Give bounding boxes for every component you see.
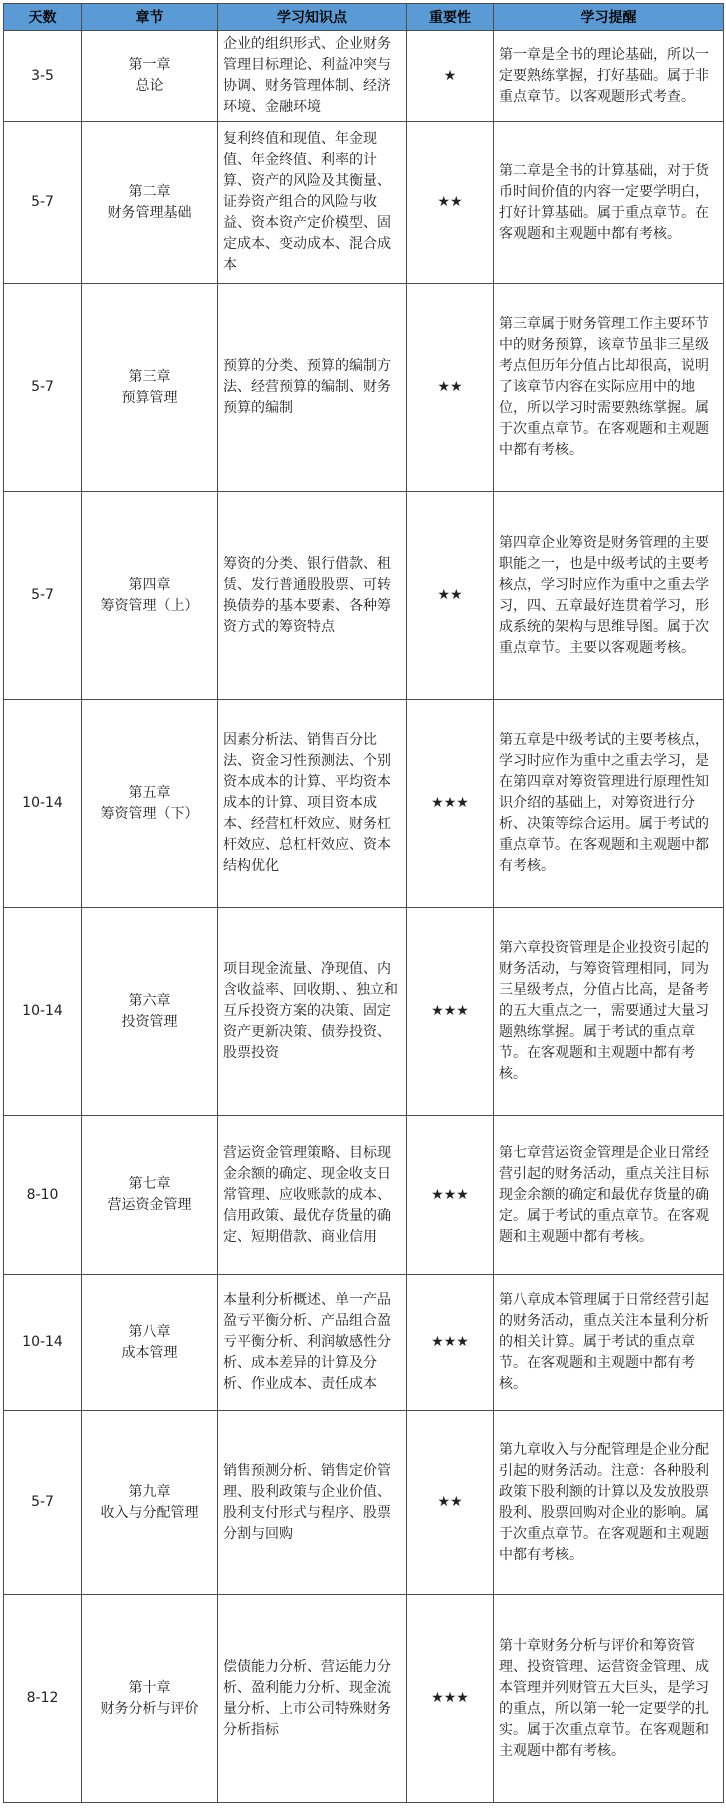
chapter-number: 第四章	[128, 576, 171, 593]
days-cell: 5-7	[4, 284, 82, 492]
chapter-name: 收入与分配管理	[100, 1504, 199, 1521]
chapter-cell	[82, 908, 218, 1116]
chapter-cell	[82, 122, 218, 284]
tips-cell: 第五章是中级考试的主要考核点，学习时应作为重中之重去学习，是在第四章对筹资管理进行原理性知识介绍的基础上，对筹资进行分析、决策等综合运用。属于考试的重点章节。在客观题和主观题中都有考核。	[494, 700, 724, 908]
importance-stars: ★★★	[407, 908, 494, 1116]
chapter-cell	[82, 31, 218, 122]
chapter-number: 第二章	[128, 183, 171, 200]
table-row	[4, 1595, 724, 1803]
chapter-number: 第五章	[128, 784, 171, 801]
chapter-number: 第八章	[128, 1323, 171, 1340]
points-cell: 企业的组织形式、企业财务管理目标理论、利益冲突与协调、财务管理体制、经济环境、金融环境	[218, 31, 407, 122]
tips-cell: 第十章财务分析与评价和筹资管理、投资管理、运营资金管理、成本管理并列财管五大巨头，是学习的重点，所以第一轮一定要学的扎实。属于次重点章节。在客观题和主观题中都有考核。	[494, 1595, 724, 1803]
tips-cell: 第四章企业筹资是财务管理的主要职能之一，也是中级考试的主要考核点，学习时应作为重中之重去学习，四、五章最好连贯着学习，形成系统的架构与思维导图。属于次重点章节。主要以客观题考核。	[494, 492, 724, 700]
days-cell: 3-5	[4, 31, 82, 122]
table-row	[4, 31, 724, 122]
chapter-number: 第三章	[128, 368, 171, 385]
importance-stars: ★★★	[407, 700, 494, 908]
table-row	[4, 1275, 724, 1411]
chapter-name: 投资管理	[121, 1013, 178, 1030]
table-row	[4, 284, 724, 492]
chapter-number: 第九章	[128, 1483, 171, 1500]
points-cell: 因素分析法、销售百分比法、资金习性预测法、个别资本成本的计算、平均资本成本的计算、项目资本成本、经营杠杆效应、财务杠杆效应、总杠杆效应、资本结构优化	[218, 700, 407, 908]
header-points: 学习知识点	[218, 4, 407, 31]
table-row	[4, 122, 724, 284]
tips-cell: 第七章营运资金管理是企业日常经营引起的财务活动，重点关注目标现金余额的确定和最优存货量的确定。属于考试的重点章节。在客观题和主观题中都有考核。	[494, 1116, 724, 1275]
points-cell: 筹资的分类、银行借款、租赁、发行普通股股票、可转换债券的基本要素、各种筹资方式的筹资特点	[218, 492, 407, 700]
days-cell: 10-14	[4, 1275, 82, 1411]
chapter-name: 营运资金管理	[107, 1197, 192, 1213]
points-cell: 项目现金流量、净现值、内含收益率、回收期、、独立和互斥投资方案的决策、固定资产更新决策、债券投资、股票投资	[218, 908, 407, 1116]
importance-stars: ★★★	[407, 1275, 494, 1411]
tips-cell: 第八章成本管理属于日常经营引起的财务活动，重点关注本量利分析的相关计算。属于考试的重点章节。在客观题和主观题中都有考核。	[494, 1275, 724, 1411]
chapter-name: 成本管理	[121, 1344, 178, 1361]
chapter-number: 第一章	[128, 57, 171, 73]
points-cell: 预算的分类、预算的编制方法、经营预算的编制、财务预算的编制	[218, 284, 407, 492]
header-tips: 学习提醒	[494, 4, 724, 31]
chapter-cell	[82, 492, 218, 700]
study-plan-table	[3, 3, 724, 1803]
chapter-number: 第六章	[128, 992, 171, 1009]
chapter-name: 总论	[135, 78, 164, 94]
header-row	[4, 4, 724, 31]
importance-stars: ★★★	[407, 1116, 494, 1275]
table-row	[4, 908, 724, 1116]
chapter-cell	[82, 1595, 218, 1803]
table-row	[4, 1116, 724, 1275]
points-cell: 复利终值和现值、年金现值、年金终值、利率的计算、资产的风险及其衡量、证券资产组合的风险与收益、资本资产定价模型、固定成本、变动成本、混合成本	[218, 122, 407, 284]
days-cell: 5-7	[4, 1411, 82, 1595]
chapter-name: 筹资管理（下）	[100, 805, 199, 822]
importance-stars: ★★★	[407, 1595, 494, 1803]
chapter-name: 筹资管理（上）	[100, 597, 199, 614]
days-cell: 5-7	[4, 492, 82, 700]
points-cell: 本量利分析概述、单一产品盈亏平衡分析、产品组合盈亏平衡分析、利润敏感性分析、成本差异的计算及分析、作业成本、责任成本	[218, 1275, 407, 1411]
points-cell: 偿债能力分析、营运能力分析、盈利能力分析、现金流量分析、上市公司特殊财务分析指标	[218, 1595, 407, 1803]
chapter-name: 财务管理基础	[107, 204, 192, 221]
tips-cell: 第一章是全书的理论基础，所以一定要熟练掌握，打好基础。属于非重点章节。以客观题形式考查。	[494, 31, 724, 122]
days-cell: 10-14	[4, 908, 82, 1116]
importance-stars: ★★	[407, 492, 494, 700]
days-cell: 10-14	[4, 700, 82, 908]
importance-stars: ★	[407, 31, 494, 122]
points-cell: 销售预测分析、销售定价管理、股利政策与企业价值、股利支付形式与程序、股票分割与回购	[218, 1411, 407, 1595]
header-chapter: 章节	[82, 4, 218, 31]
days-cell: 8-10	[4, 1116, 82, 1275]
chapter-name: 预算管理	[121, 389, 178, 406]
importance-stars: ★★	[407, 284, 494, 492]
points-cell: 营运资金管理策略、目标现金余额的确定、现金收支日常管理、应收账款的成本、信用政策、最优存货量的确定、短期借款、商业信用	[218, 1116, 407, 1275]
tips-cell: 第六章投资管理是企业投资引起的财务活动，与筹资管理相同，同为三星级考点，分值占比高，是备考的五大重点之一，需要通过大量习题熟练掌握。属于考试的重点章节。在客观题和主观题中都有考核。	[494, 908, 724, 1116]
tips-cell: 第三章属于财务管理工作主要环节中的财务预算，该章节虽非三星级考点但历年分值占比却很高，说明了该章节内容在实际应用中的地位，所以学习时需要熟练掌握。属于次重点章节。在客观题和主观题中都有考核。	[494, 284, 724, 492]
days-cell: 8-12	[4, 1595, 82, 1803]
header-days: 天数	[4, 4, 82, 31]
chapter-name: 财务分析与评价	[100, 1700, 199, 1717]
table-row	[4, 492, 724, 700]
chapter-cell	[82, 1275, 218, 1411]
chapter-cell	[82, 1411, 218, 1595]
chapter-cell	[82, 1116, 218, 1275]
tips-cell: 第二章是全书的计算基础，对于货币时间价值的内容一定要学明白，打好计算基础。属于重点章节。在客观题和主观题中都有考核。	[494, 122, 724, 284]
days-cell: 5-7	[4, 122, 82, 284]
chapter-cell	[82, 284, 218, 492]
tips-cell: 第九章收入与分配管理是企业分配引起的财务活动。注意：各种股利政策下股利额的计算以及发放股票股利、股票回购对企业的影响。属于次重点章节。在客观题和主观题中都有考核。	[494, 1411, 724, 1595]
chapter-number: 第十章	[128, 1679, 171, 1696]
table-row	[4, 700, 724, 908]
table-row	[4, 1411, 724, 1595]
importance-stars: ★★	[407, 1411, 494, 1595]
header-importance: 重要性	[407, 4, 494, 31]
importance-stars: ★★	[407, 122, 494, 284]
chapter-number: 第七章	[128, 1176, 171, 1192]
chapter-cell	[82, 700, 218, 908]
